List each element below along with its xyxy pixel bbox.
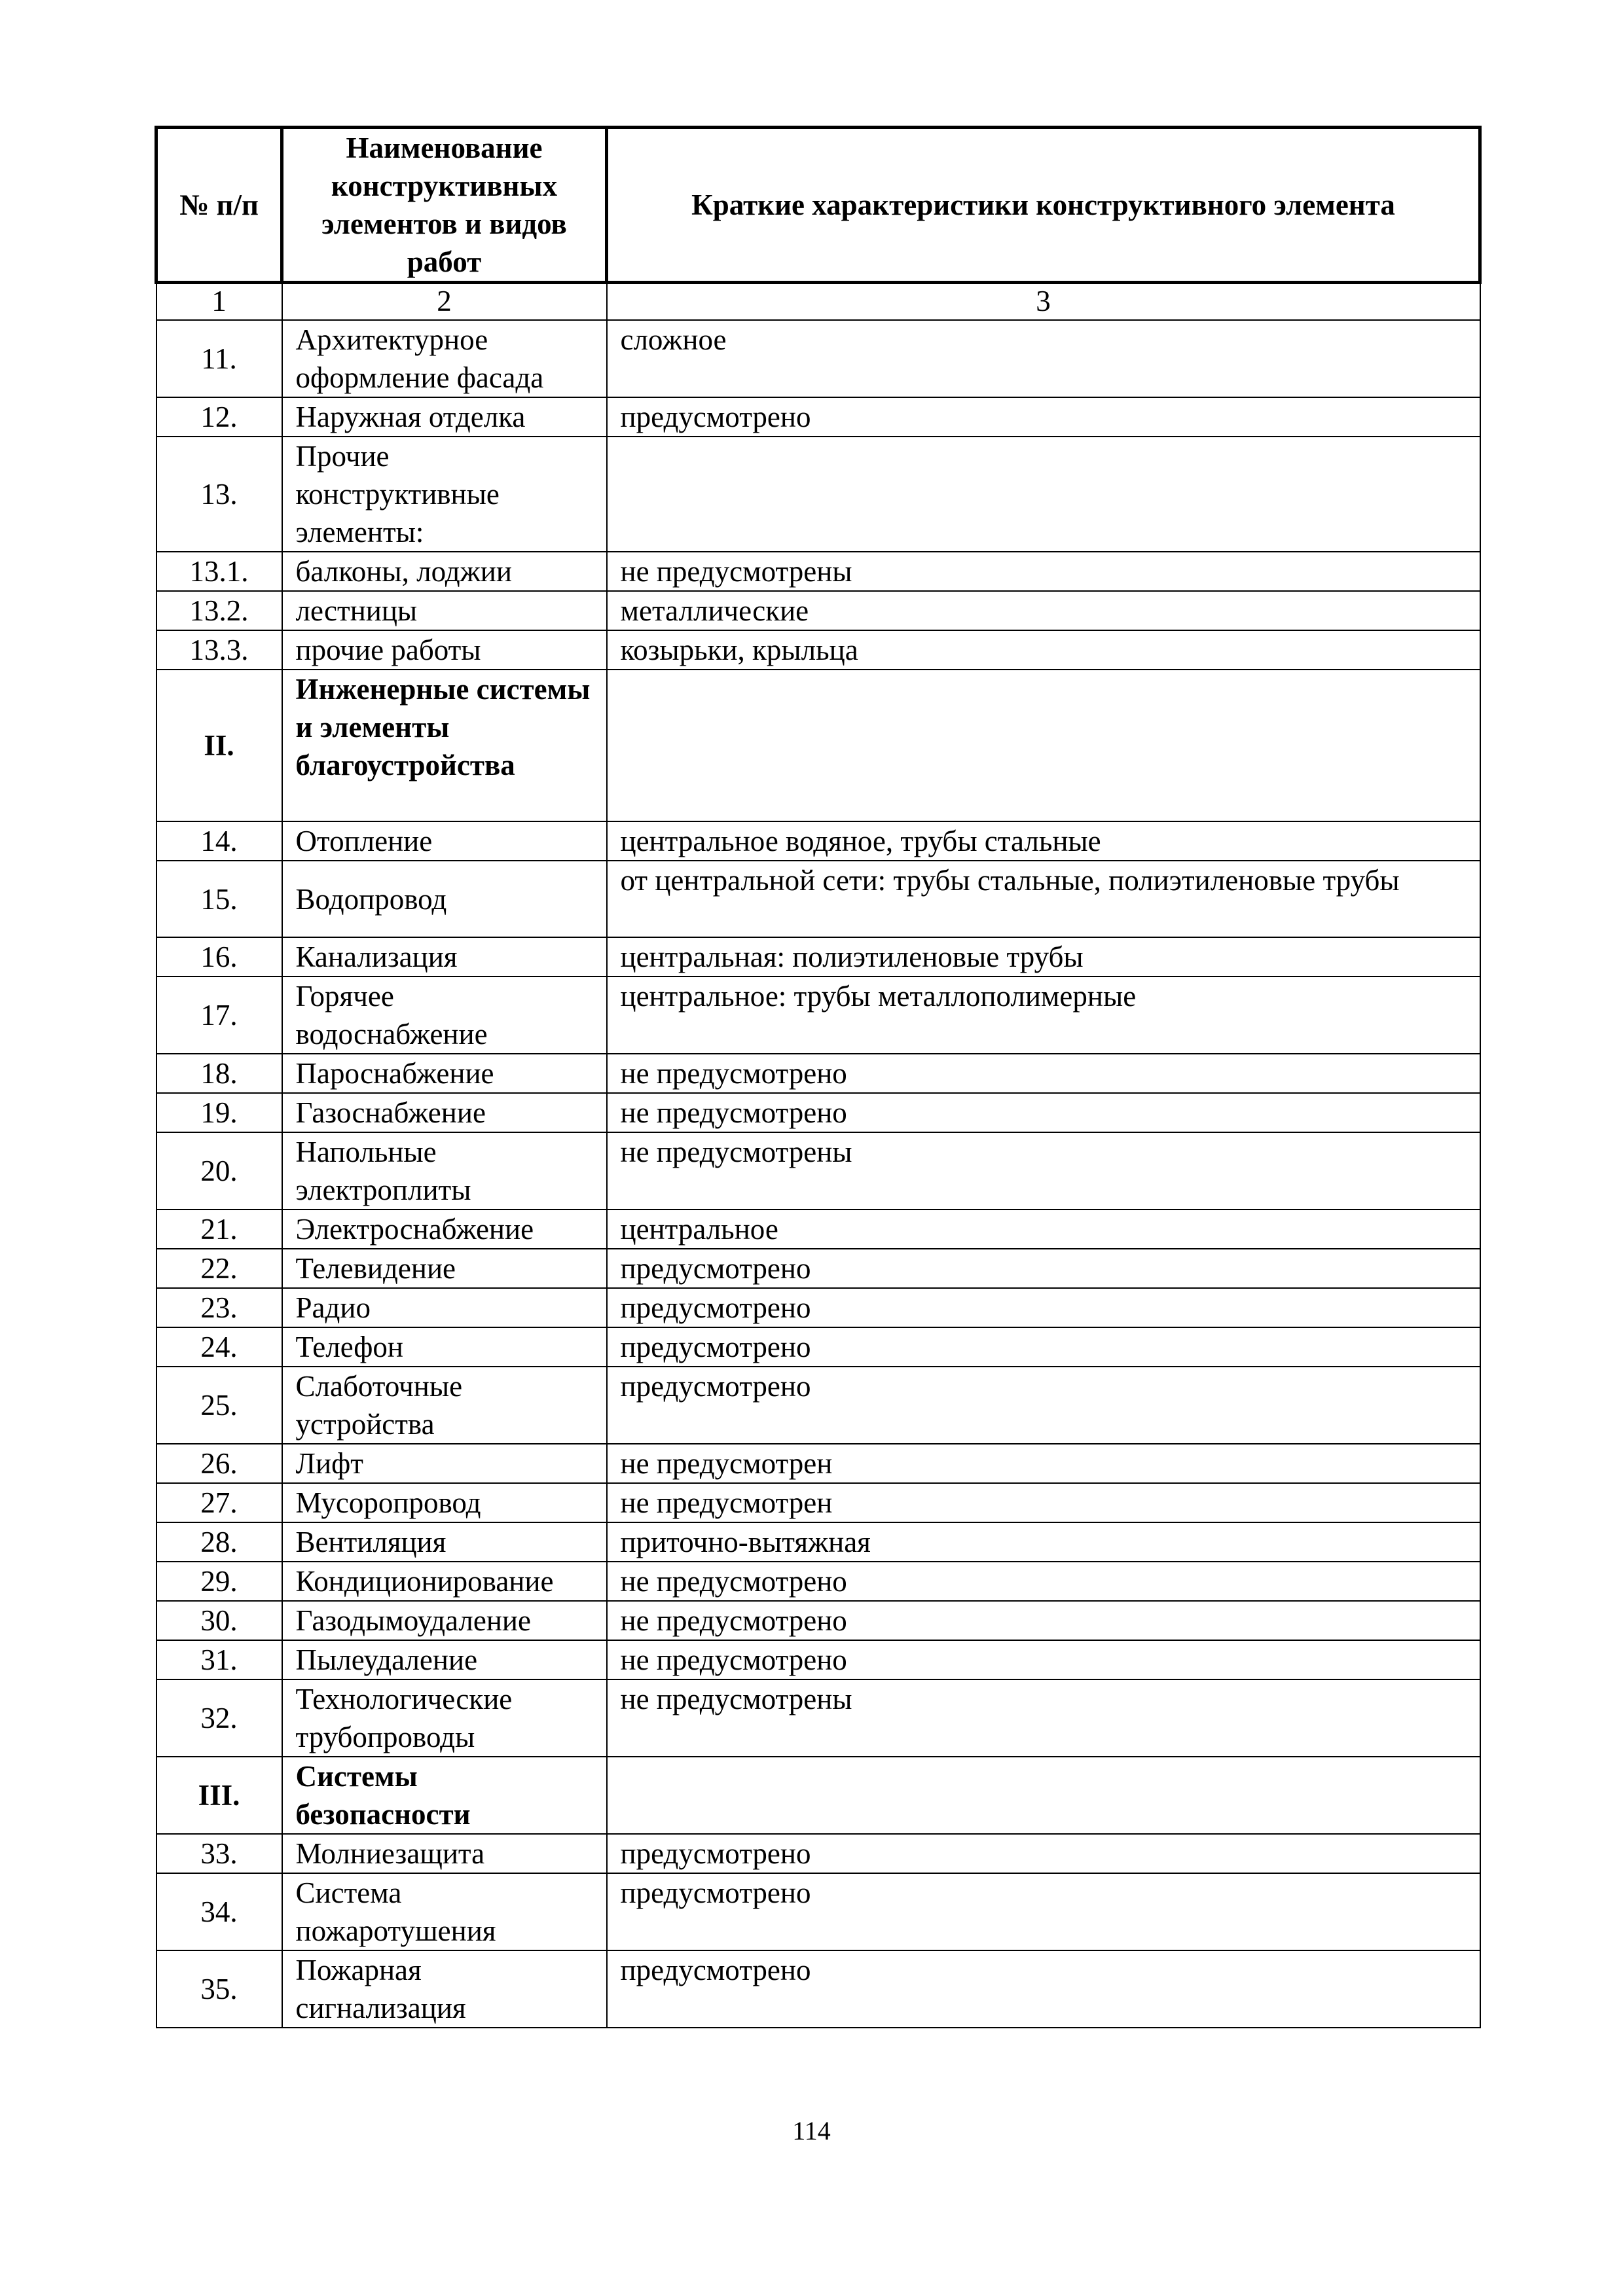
table-row (156, 1873, 1480, 1950)
row-description: центральное (607, 1210, 1480, 1249)
row-name: Электроснабжение (282, 1210, 607, 1249)
section-row (156, 670, 1480, 821)
row-description: предусмотрено (607, 1873, 1480, 1950)
row-name: Пылеудаление (282, 1640, 607, 1679)
row-description: предусмотрено (607, 1249, 1480, 1288)
table-row (156, 437, 1480, 552)
row-description: не предусмотрены (607, 552, 1480, 591)
row-number: 13.3. (156, 630, 282, 670)
row-number: 23. (156, 1288, 282, 1327)
row-description (607, 437, 1480, 552)
row-description: не предусмотрен (607, 1483, 1480, 1522)
row-name: балконы, лоджии (282, 552, 607, 591)
row-description: козырьки, крыльца (607, 630, 1480, 670)
row-name: Телефон (282, 1327, 607, 1367)
row-description: не предусмотрены (607, 1132, 1480, 1210)
row-number: 31. (156, 1640, 282, 1679)
row-number: 26. (156, 1444, 282, 1483)
table-row (156, 630, 1480, 670)
page-number: 114 (792, 2116, 831, 2145)
row-name: Технологические трубопроводы (282, 1679, 607, 1757)
row-number: 35. (156, 1950, 282, 2028)
row-name: Горячее водоснабжение (282, 977, 607, 1054)
table-row (156, 1483, 1480, 1522)
row-name: Мусоропровод (282, 1483, 607, 1522)
table-row (156, 1679, 1480, 1757)
row-name: Канализация (282, 937, 607, 977)
row-number: 33. (156, 1834, 282, 1873)
row-number: 30. (156, 1601, 282, 1640)
row-number: 32. (156, 1679, 282, 1757)
row-number: 13. (156, 437, 282, 552)
row-name: лестницы (282, 591, 607, 630)
table-row (156, 977, 1480, 1054)
row-name: Отопление (282, 821, 607, 861)
table-row (156, 1249, 1480, 1288)
row-description: предусмотрено (607, 1367, 1480, 1444)
table-row (156, 1444, 1480, 1483)
row-description: сложное (607, 320, 1480, 397)
row-description: центральная: полиэтиленовые трубы (607, 937, 1480, 977)
section-title: Системы безопасности (282, 1757, 607, 1834)
row-description: предусмотрено (607, 1834, 1480, 1873)
table-row (156, 1367, 1480, 1444)
row-number: 28. (156, 1522, 282, 1562)
row-number: 21. (156, 1210, 282, 1249)
header-element-name: Наименование конструктивных элементов и видов работ (282, 128, 607, 283)
row-description: металлические (607, 591, 1480, 630)
row-description (607, 1757, 1480, 1834)
row-name: Вентиляция (282, 1522, 607, 1562)
table-row (156, 552, 1480, 591)
section-title: Инженерные системы и элементы благоустройства (282, 670, 607, 821)
row-description: от центральной сети: трубы стальные, полиэтиленовые трубы (607, 861, 1480, 937)
row-description: центральное: трубы металлополимерные (607, 977, 1480, 1054)
table-row (156, 821, 1480, 861)
row-name: Газодымоудаление (282, 1601, 607, 1640)
row-description: не предусмотрено (607, 1640, 1480, 1679)
table-row (156, 591, 1480, 630)
table-header-row (156, 128, 1480, 283)
row-description: предусмотрено (607, 1288, 1480, 1327)
header-number: № п/п (156, 128, 282, 283)
table-row (156, 937, 1480, 977)
table-row (156, 397, 1480, 437)
header-characteristics: Краткие характеристики конструктивного элемента (607, 128, 1480, 283)
row-description: центральное водяное, трубы стальные (607, 821, 1480, 861)
table-row (156, 1601, 1480, 1640)
row-name: прочие работы (282, 630, 607, 670)
row-number: 16. (156, 937, 282, 977)
row-description: не предусмотрено (607, 1562, 1480, 1601)
table-row (156, 1054, 1480, 1093)
row-number: 19. (156, 1093, 282, 1132)
row-description (607, 670, 1480, 821)
row-number: 29. (156, 1562, 282, 1601)
row-description: не предусмотрен (607, 1444, 1480, 1483)
section-number: III. (156, 1757, 282, 1834)
section-number: II. (156, 670, 282, 821)
row-name: Пароснабжение (282, 1054, 607, 1093)
row-number: 12. (156, 397, 282, 437)
row-number: 13.2. (156, 591, 282, 630)
table-row (156, 320, 1480, 397)
row-number: 14. (156, 821, 282, 861)
row-name: Водопровод (282, 861, 607, 937)
row-number: 15. (156, 861, 282, 937)
table-row (156, 1562, 1480, 1601)
table-row (156, 1288, 1480, 1327)
row-number: 34. (156, 1873, 282, 1950)
row-name: Молниезащита (282, 1834, 607, 1873)
column-number: 3 (607, 283, 1480, 321)
row-name: Система пожаротушения (282, 1873, 607, 1950)
row-description: не предусмотрено (607, 1601, 1480, 1640)
row-number: 27. (156, 1483, 282, 1522)
row-number: 11. (156, 320, 282, 397)
table-row (156, 1327, 1480, 1367)
table-row (156, 1834, 1480, 1873)
row-name: Газоснабжение (282, 1093, 607, 1132)
table-row (156, 1093, 1480, 1132)
table-row (156, 1640, 1480, 1679)
row-number: 18. (156, 1054, 282, 1093)
table-row (156, 1522, 1480, 1562)
column-number-row (156, 283, 1480, 321)
row-name: Пожарная сигнализация (282, 1950, 607, 2028)
row-name: Радио (282, 1288, 607, 1327)
row-name: Слаботочные устройства (282, 1367, 607, 1444)
table-row (156, 861, 1480, 937)
row-description: не предусмотрено (607, 1054, 1480, 1093)
table-row (156, 1210, 1480, 1249)
row-name: Кондиционирование (282, 1562, 607, 1601)
row-description: предусмотрено (607, 397, 1480, 437)
row-number: 13.1. (156, 552, 282, 591)
row-number: 25. (156, 1367, 282, 1444)
specification-table (155, 126, 1482, 2028)
row-description: не предусмотрено (607, 1093, 1480, 1132)
row-description: не предусмотрены (607, 1679, 1480, 1757)
row-description: предусмотрено (607, 1950, 1480, 2028)
row-number: 20. (156, 1132, 282, 1210)
row-name: Телевидение (282, 1249, 607, 1288)
row-description: приточно-вытяжная (607, 1522, 1480, 1562)
row-name: Напольные электроплиты (282, 1132, 607, 1210)
row-name: Лифт (282, 1444, 607, 1483)
table-row (156, 1132, 1480, 1210)
section-row (156, 1757, 1480, 1834)
table-row (156, 1950, 1480, 2028)
row-name: Архитектурное оформление фасада (282, 320, 607, 397)
row-number: 22. (156, 1249, 282, 1288)
row-name: Прочие конструктивные элементы: (282, 437, 607, 552)
row-description: предусмотрено (607, 1327, 1480, 1367)
row-number: 24. (156, 1327, 282, 1367)
row-number: 17. (156, 977, 282, 1054)
column-number: 2 (282, 283, 607, 321)
column-number: 1 (156, 283, 282, 321)
row-name: Наружная отделка (282, 397, 607, 437)
